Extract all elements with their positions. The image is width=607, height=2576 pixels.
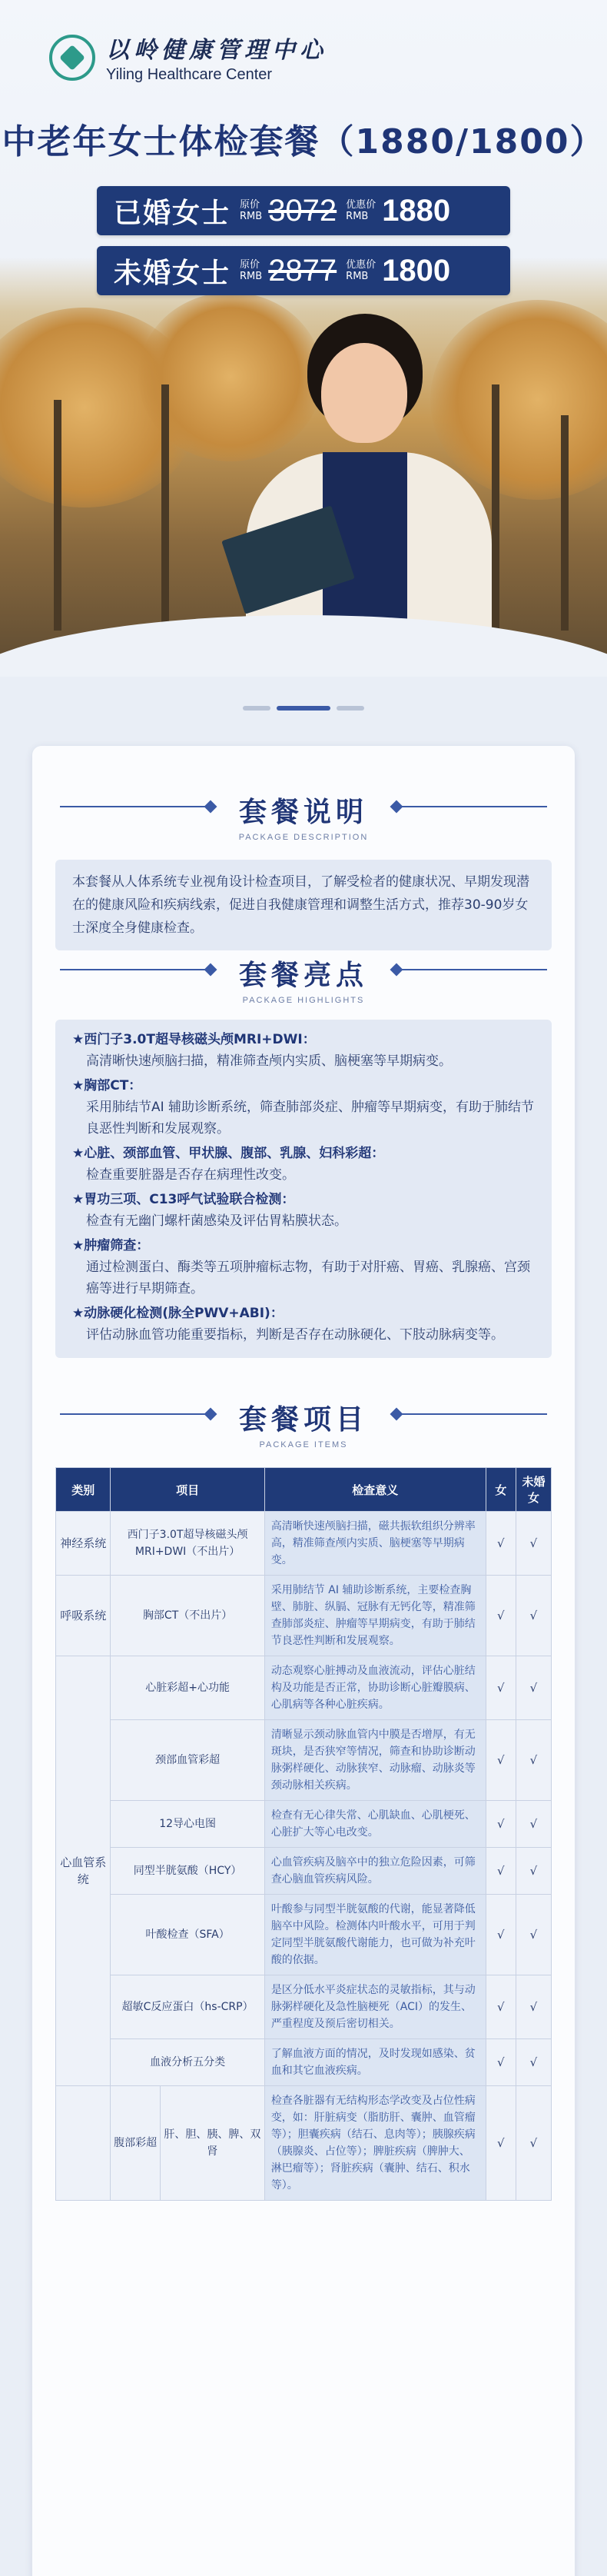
highlight-text: 通过检测蛋白、酶类等五项肿瘤标志物，有助于对肝癌、胃癌、乳腺癌、宫颈癌等进行早期筛查。 — [86, 1260, 530, 1296]
header-meaning: 检查意义 — [264, 1468, 486, 1512]
face — [321, 343, 407, 443]
highlight-item — [72, 1143, 535, 1186]
logo-icon — [49, 35, 95, 81]
check-cell: √ — [486, 1720, 516, 1801]
meaning-cell: 清晰显示颈动脉血管内中膜是否增厚，有无斑块，是否狭窄等情况，筛查和协助诊断动脉粥样硬化、动脉狭窄、动脉瘤、动脉炎等颈动脉相关疾病。 — [264, 1720, 486, 1801]
carousel-dot-active[interactable] — [277, 706, 330, 711]
check-cell: √ — [516, 1512, 551, 1576]
table-row — [56, 1895, 552, 1975]
item-cell: 同型半胱氨酸（HCY） — [111, 1848, 264, 1895]
highlight-text: 高清晰快速颅脑扫描，精准筛查颅内实质、脑梗塞等早期病变。 — [86, 1053, 452, 1069]
carousel-indicator[interactable] — [0, 706, 607, 711]
check-cell: √ — [516, 1801, 551, 1848]
header-category: 类别 — [56, 1468, 111, 1512]
highlight-title: ★胃功三项、C13呼气试验联合检测： — [72, 1192, 295, 1207]
hero-curve — [0, 615, 607, 677]
section-title: 套餐说明 — [238, 797, 368, 828]
package-items-table — [55, 1467, 552, 2201]
check-cell: √ — [516, 2086, 551, 2201]
price-name: 未婚女士 — [114, 257, 231, 289]
table-row — [56, 1512, 552, 1576]
table-row — [56, 1848, 552, 1895]
table-row — [56, 2039, 552, 2086]
tree-trunk — [161, 384, 169, 631]
item-cell: 叶酸检查（SFA） — [111, 1895, 264, 1975]
section-subtitle: PACKAGE DESCRIPTION — [238, 833, 369, 842]
section-header-description — [32, 790, 575, 842]
table-row — [56, 1656, 552, 1720]
highlight-title: ★西门子3.0T超导核磁头颅MRI+DWI： — [72, 1032, 316, 1047]
highlight-title: ★动脉硬化检测(脉全PWV+ABI)： — [72, 1306, 284, 1321]
divider — [60, 969, 206, 970]
check-cell: √ — [516, 2039, 551, 2086]
divider — [60, 1413, 206, 1415]
item-cell: 胸部CT（不出片） — [111, 1576, 264, 1656]
orig-price: 2877 — [268, 253, 337, 288]
highlight-text: 采用肺结节AI 辅助诊断系统，筛查肺部炎症、肿瘤等早期病变，有助于肺结节良恶性判断和发展观察。 — [86, 1100, 535, 1137]
check-cell: √ — [516, 1975, 551, 2039]
check-cell: √ — [486, 2086, 516, 2201]
highlight-title: ★心脏、颈部血管、甲状腺、腹部、乳腺、妇科彩超： — [72, 1146, 385, 1161]
divider — [60, 806, 206, 807]
table-row — [56, 2086, 552, 2201]
hero-banner — [0, 0, 607, 677]
check-cell: √ — [486, 2039, 516, 2086]
now-price: 1800 — [382, 253, 451, 288]
meaning-cell: 高清晰快速颅脑扫描，磁共振软组织分辨率高，精准筛查颅内实质、脑梗塞等早期病变。 — [264, 1512, 486, 1576]
category-cell: 神经系统 — [56, 1512, 111, 1576]
now-label: 优惠价 RMB — [346, 199, 376, 222]
category-cell-empty — [56, 2086, 111, 2201]
category-cell: 呼吸系统 — [56, 1576, 111, 1656]
meaning-cell: 检查有无心律失常、心肌缺血、心肌梗死、心脏扩大等心电改变。 — [264, 1801, 486, 1848]
now-price: 1880 — [382, 193, 451, 228]
meaning-cell: 采用肺结节 AI 辅助诊断系统，主要检查胸壁、肺脏、纵膈、冠脉有无钙化等，精准筛查肺部炎症、肿瘤等早期病变，有助于肺结节良恶性判断和发展观察。 — [264, 1576, 486, 1656]
page-title: 中老年女士体检套餐（1880/1800） — [2, 122, 605, 161]
item-cell: 腹部彩超 — [111, 2086, 160, 2201]
orig-label: 原价 RMB — [240, 259, 263, 282]
highlight-item — [72, 1075, 535, 1140]
tree-trunk — [561, 415, 569, 631]
meaning-cell: 动态观察心脏搏动及血液流动，评估心脏结构及功能是否正常，协助诊断心脏瓣膜病、心肌病等各种心脏疾病。 — [264, 1656, 486, 1720]
price-bar-unmarried — [97, 246, 510, 295]
divider — [401, 1413, 547, 1415]
table-row — [56, 1801, 552, 1848]
highlight-item — [72, 1029, 535, 1072]
content-card — [32, 746, 575, 2576]
carousel-dot[interactable] — [243, 706, 270, 711]
divider — [401, 969, 547, 970]
check-cell: √ — [486, 1895, 516, 1975]
table-row — [56, 1720, 552, 1801]
section-header-items — [32, 1398, 575, 1449]
highlight-item — [72, 1235, 535, 1300]
tree-trunk — [54, 400, 61, 631]
highlight-item — [72, 1303, 535, 1346]
description-text: 本套餐从人体系统专业视角设计检查项目，了解受检者的健康状况、早期发现潜在的健康风险和疾病线索，促进自我健康管理和调整生活方式，推荐30-90岁女士深度全身健康检查。 — [55, 860, 552, 950]
check-cell: √ — [516, 1656, 551, 1720]
highlight-item — [72, 1189, 535, 1232]
category-cell: 心血管系统 — [56, 1656, 111, 2086]
item-cell: 血液分析五分类 — [111, 2039, 264, 2086]
section-title: 套餐项目 — [238, 1404, 368, 1436]
price-name: 已婚女士 — [114, 197, 231, 229]
meaning-cell: 心血管疾病及脑卒中的独立危险因素，可筛查心脑血管疾病风险。 — [264, 1848, 486, 1895]
item-cell: 心脏彩超+心功能 — [111, 1656, 264, 1720]
header-unmarried: 未婚女 — [516, 1468, 551, 1512]
check-cell: √ — [486, 1975, 516, 2039]
table-row — [56, 1975, 552, 2039]
header-female: 女 — [486, 1468, 516, 1512]
header-item: 项目 — [111, 1468, 264, 1512]
check-cell: √ — [486, 1801, 516, 1848]
meaning-cell: 叶酸参与同型半胱氨酸的代谢，能显著降低脑卒中风险。检测体内叶酸水平，可用于判定同型半胱氨酸代谢能力，也可做为补充叶酸的依据。 — [264, 1895, 486, 1975]
highlight-text: 检查有无幽门螺杆菌感染及评估胃粘膜状态。 — [86, 1213, 347, 1229]
check-cell: √ — [516, 1576, 551, 1656]
section-subtitle: PACKAGE ITEMS — [259, 1440, 348, 1449]
meaning-cell: 了解血液方面的情况，及时发现如感染、贫血和其它血液疾病。 — [264, 2039, 486, 2086]
sub-item-cell: 肝、胆、胰、脾、双肾 — [160, 2086, 264, 2201]
price-bar-married — [97, 186, 510, 235]
meaning-cell: 检查各脏器有无结构形态学改变及占位性病变，如：肝脏病变（脂肪肝、囊肿、血管瘤等）；胆囊疾病（结石、息肉等）；胰腺疾病（胰腺炎、占位等）；脾脏疾病（脾肿大、淋巴瘤等）；肾脏疾病（囊肿、结石、积水等）。 — [264, 2086, 486, 2201]
section-subtitle: PACKAGE HIGHLIGHTS — [242, 996, 365, 1005]
item-cell: 颈部血管彩超 — [111, 1720, 264, 1801]
check-cell: √ — [516, 1848, 551, 1895]
section-title: 套餐亮点 — [238, 960, 368, 991]
highlights-list — [55, 1020, 552, 1358]
brand-name-en: Yiling Healthcare Center — [106, 66, 273, 83]
check-cell: √ — [486, 1656, 516, 1720]
section-header-highlights — [32, 954, 575, 1005]
highlight-text: 评估动脉血管功能重要指标，判断是否存在动脉硬化、下肢动脉病变等。 — [86, 1327, 504, 1343]
model-photo — [231, 314, 507, 667]
check-cell: √ — [486, 1848, 516, 1895]
check-cell: √ — [486, 1576, 516, 1656]
table-header-row — [56, 1468, 552, 1512]
item-cell: 西门子3.0T超导核磁头颅MRI+DWI（不出片） — [111, 1512, 264, 1576]
table-row — [56, 1576, 552, 1656]
meaning-cell: 是区分低水平炎症状态的灵敏指标，其与动脉粥样硬化及急性脑梗死（ACI）的发生、严重程度及预后密切相关。 — [264, 1975, 486, 2039]
check-cell: √ — [486, 1512, 516, 1576]
item-cell: 超敏C反应蛋白（hs-CRP） — [111, 1975, 264, 2039]
now-label: 优惠价 RMB — [346, 259, 376, 282]
highlight-title: ★肿瘤筛查： — [72, 1238, 150, 1253]
check-cell: √ — [516, 1720, 551, 1801]
orig-price: 3072 — [268, 193, 337, 228]
brand-name-cn: 以岭健康管理中心 — [106, 37, 327, 64]
highlight-text: 检查重要脏器是否存在病理性改变。 — [86, 1167, 295, 1183]
highlight-title: ★胸部CT： — [72, 1078, 142, 1093]
check-cell: √ — [516, 1895, 551, 1975]
brand-logo — [49, 31, 327, 84]
item-cell: 12导心电图 — [111, 1801, 264, 1848]
carousel-dot[interactable] — [337, 706, 364, 711]
divider — [401, 806, 547, 807]
orig-label: 原价 RMB — [240, 199, 263, 222]
